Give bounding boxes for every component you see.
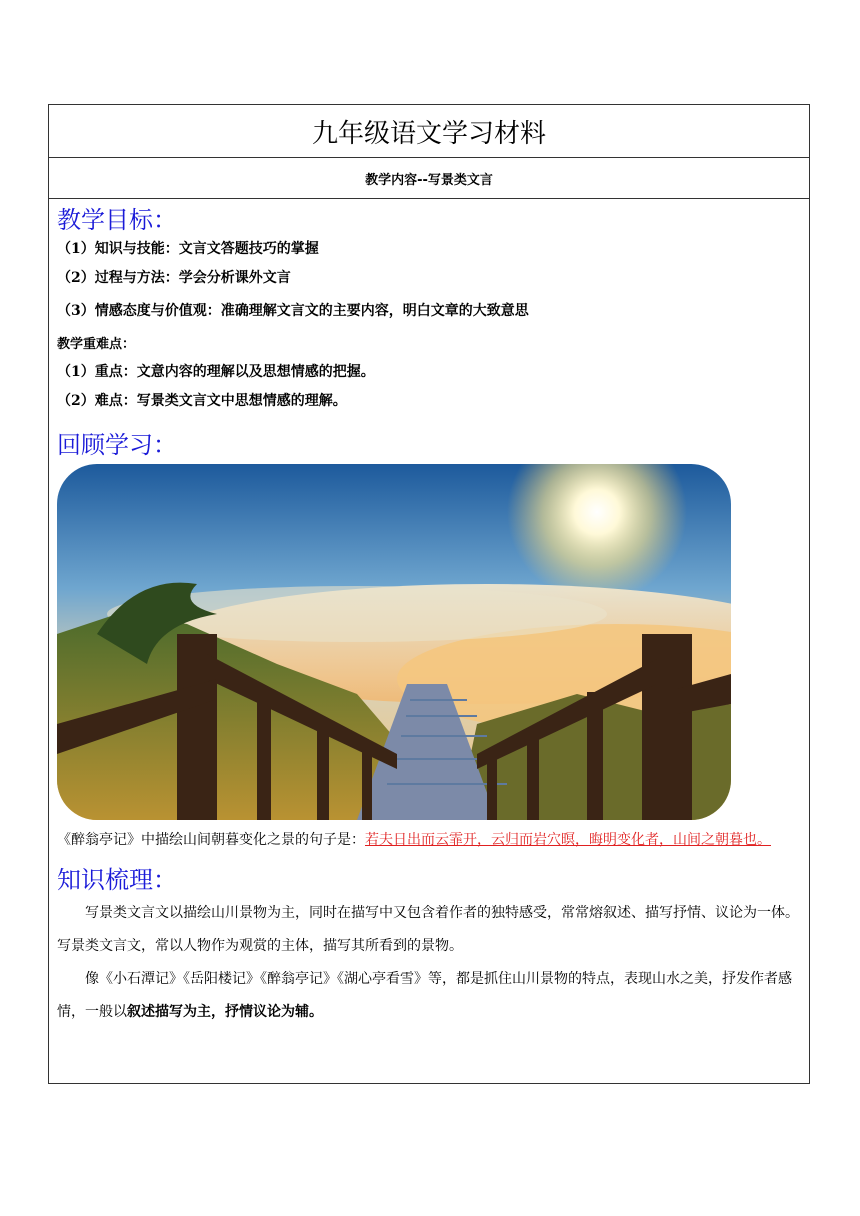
review-heading: 回顾学习： bbox=[57, 431, 177, 459]
keypoint-item-2: （2）难点：写景类文言文中思想情感的理解。 bbox=[57, 393, 347, 409]
content-body bbox=[49, 205, 809, 1029]
goal-item-2: （2）过程与方法：学会分析课外文言 bbox=[57, 270, 291, 286]
review-question-paragraph bbox=[57, 824, 801, 857]
title-row bbox=[49, 105, 809, 158]
goals-heading: 教学目标： bbox=[57, 206, 177, 234]
page-title: 九年级语文学习材料 bbox=[311, 118, 546, 149]
subtitle-row bbox=[49, 158, 809, 199]
page-subtitle: 教学内容--写景类文言 bbox=[365, 172, 493, 188]
goal-item-3: （3）情感态度与价值观：准确理解文言文的主要内容，明白文章的大致意思 bbox=[57, 303, 529, 319]
knowledge-paragraph-2-bold: 叙述描写为主，抒情议论为辅。 bbox=[127, 1004, 323, 1020]
knowledge-paragraph-1: 写景类文言文以描绘山川景物为主，同时在描写中又包含着作者的独特感受，常常熔叙述、描写抒情、议论为一体。写景类文言文，常以人物作为观赏的主体，描写其所看到的景物。 bbox=[57, 905, 799, 954]
goal-item-1: （1）知识与技能：文言文答题技巧的掌握 bbox=[57, 241, 319, 257]
mountain-sunrise-stairs-photo bbox=[57, 464, 731, 820]
knowledge-heading: 知识梳理： bbox=[57, 866, 177, 894]
knowledge-paragraph-2 bbox=[57, 963, 801, 1029]
review-answer: 若夫日出而云霏开，云归而岩穴暝，晦明变化者，山间之朝暮也。 bbox=[365, 832, 771, 848]
keypoint-item-1: （1）重点：文意内容的理解以及思想情感的把握。 bbox=[57, 364, 375, 380]
review-question: 《醉翁亭记》中描绘山间朝暮变化之景的句子是： bbox=[57, 832, 365, 848]
material-sheet bbox=[48, 104, 810, 1084]
knowledge-paragraph-2-text: 像《小石潭记》《岳阳楼记》《醉翁亭记》《湖心亭看雪》等，都是抓住山川景物的特点，表现山水之美，抒发作者感情，一般以 bbox=[57, 971, 792, 1020]
keypoints-label: 教学重难点： bbox=[57, 337, 136, 352]
